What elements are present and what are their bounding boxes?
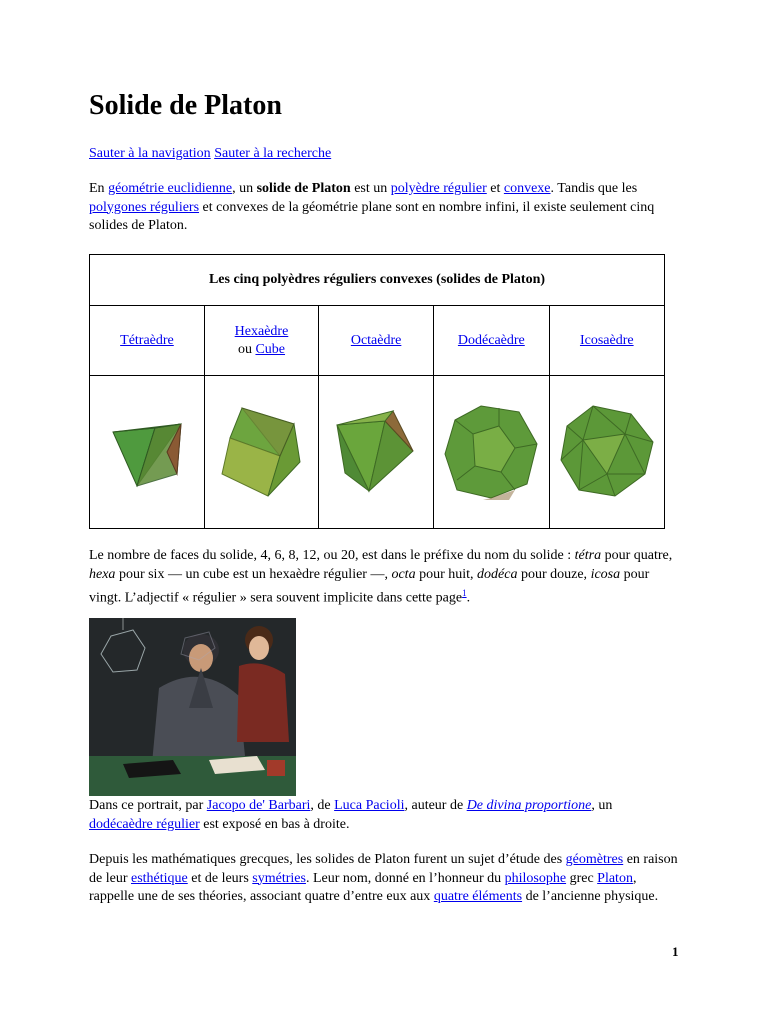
- link-symetries[interactable]: symétries: [252, 870, 306, 886]
- link-regular-polygons[interactable]: polygones réguliers: [89, 199, 200, 215]
- term-icosa: icosa: [590, 566, 621, 582]
- table-cell: [434, 306, 549, 376]
- text: et de leurs: [187, 870, 253, 886]
- text: , un: [591, 798, 613, 813]
- text: Le nombre de faces du solide, 4, 6, 8, 12, ou 20, est dans le préfixe du nom du solide :: [89, 548, 575, 563]
- tetrahedron-image: [107, 412, 187, 492]
- page-number: 1: [672, 944, 679, 959]
- text: , de: [310, 798, 335, 813]
- intro-paragraph: [89, 180, 679, 236]
- link-cube[interactable]: Cube: [255, 341, 286, 357]
- skip-to-navigation-link[interactable]: Sauter à la navigation: [89, 146, 211, 161]
- history-paragraph: [89, 851, 679, 907]
- text-or: ou: [237, 341, 252, 357]
- link-regular-polyhedron[interactable]: polyèdre régulier: [390, 181, 487, 196]
- link-esthetique[interactable]: esthétique: [130, 870, 188, 886]
- link-hexahedron[interactable]: Hexaèdre: [234, 323, 289, 339]
- link-regular-dodecahedron[interactable]: dodécaèdre régulier: [89, 816, 200, 832]
- pacioli-portrait-image: [89, 618, 296, 796]
- skip-links: [89, 146, 331, 162]
- table-cell: [90, 306, 205, 376]
- footnote-ref-1[interactable]: 1: [462, 588, 467, 598]
- dodecahedron-image: [443, 404, 539, 500]
- text: est un: [350, 181, 391, 196]
- link-euclidean-geometry[interactable]: géométrie euclidienne: [108, 181, 233, 196]
- link-icosahedron[interactable]: Icosaèdre: [579, 332, 634, 348]
- text: et: [486, 181, 504, 196]
- link-jacopo-de-barbari[interactable]: Jacopo de' Barbari: [206, 798, 311, 813]
- table-cell: [204, 306, 318, 376]
- table-cell: [434, 376, 549, 529]
- term-dodeca: dodéca: [477, 566, 518, 582]
- cube-image: [218, 404, 304, 500]
- link-octahedron[interactable]: Octaèdre: [350, 332, 402, 348]
- table-cell: [319, 376, 434, 529]
- link-geometres[interactable]: géomètres: [565, 852, 624, 867]
- link-dodecahedron[interactable]: Dodécaèdre: [457, 332, 525, 348]
- term-tetra: tétra: [574, 548, 602, 563]
- text: pour douze,: [517, 566, 591, 582]
- link-quatre-elements[interactable]: quatre éléments: [433, 889, 523, 904]
- text: et convexes de la géométrie plane sont en nombre infini, il existe seulement cinq solides de Platon.: [89, 199, 655, 233]
- page-title: Solide de Platon: [89, 90, 282, 121]
- text: En: [89, 181, 109, 196]
- text: pour quatre,: [601, 548, 673, 563]
- text: pour huit,: [415, 566, 478, 582]
- text: , un: [232, 181, 257, 196]
- table-cell: [549, 306, 664, 376]
- text: . Tandis que les: [550, 181, 638, 196]
- term-platonic-solid: solide de Platon: [256, 181, 351, 196]
- text: Depuis les mathématiques grecques, les solides de Platon furent un sujet d’étude des: [89, 852, 566, 867]
- text: . Leur nom, donné en l’honneur du: [305, 870, 505, 886]
- link-convex[interactable]: convexe: [503, 181, 551, 196]
- text: est exposé en bas à droite.: [199, 816, 350, 832]
- text: de l’ancienne physique.: [522, 889, 659, 904]
- icosahedron-image: [559, 404, 655, 500]
- link-platon[interactable]: Platon: [597, 870, 633, 886]
- link-de-divina-proportione[interactable]: De divina proportione: [466, 798, 592, 813]
- octahedron-image: [333, 409, 419, 495]
- text: pour vingt. L’adjectif « régulier » sera souvent implicite dans cette page: [89, 566, 650, 606]
- term-hexa: hexa: [89, 566, 116, 582]
- table-cell: [204, 376, 318, 529]
- table-cell: [90, 376, 205, 529]
- text: grec: [566, 870, 598, 886]
- text: en raison de leur: [89, 852, 678, 886]
- platonic-solids-table: [89, 254, 665, 529]
- table-cell: [319, 306, 434, 376]
- portrait-caption: [89, 797, 679, 834]
- link-philosophe[interactable]: philosophe: [504, 870, 567, 886]
- faces-paragraph: [89, 547, 679, 608]
- link-tetrahedron[interactable]: Tétraèdre: [120, 332, 174, 348]
- text: .: [466, 590, 471, 606]
- link-luca-pacioli[interactable]: Luca Pacioli: [334, 798, 405, 813]
- text: , rappelle une de ses théories, associant quatre d’entre eux aux: [89, 870, 637, 904]
- term-octa: octa: [391, 566, 416, 582]
- text: pour six — un cube est un hexaèdre régulier —,: [115, 566, 392, 582]
- skip-to-search-link[interactable]: Sauter à la recherche: [214, 146, 332, 161]
- text: Dans ce portrait, par: [89, 798, 207, 813]
- table-caption: Les cinq polyèdres réguliers convexes (solides de Platon): [90, 255, 665, 306]
- text: , auteur de: [404, 798, 467, 813]
- table-cell: [549, 376, 664, 529]
